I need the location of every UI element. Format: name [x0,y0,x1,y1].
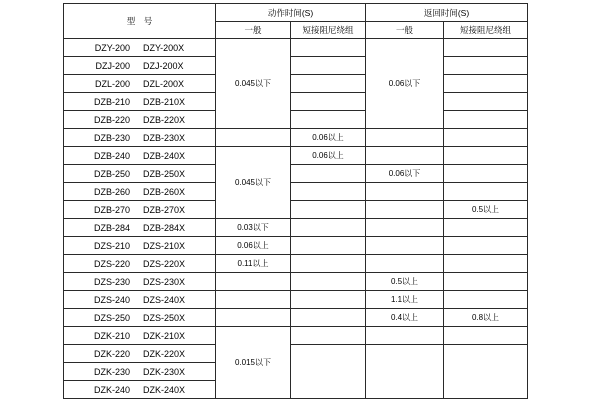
value-cell-act-damped [291,183,366,201]
value-cell-ret-general: 0.4以上 [366,309,444,327]
value-cell-ret-general [366,201,444,219]
model-name: DZB-230 [93,132,130,143]
value-cell-ret-damped [444,111,528,129]
model-cell [64,381,216,399]
value-cell-ret-damped [444,327,528,345]
value-cell-ret-damped [444,345,528,399]
model-cell [64,309,216,327]
table-row [64,165,528,183]
value-cell-act-damped [291,93,366,111]
value-cell-act-damped: 0.06以上 [291,129,366,147]
value-cell-act-general: 0.015以下 [216,327,291,399]
model-cell [64,129,216,147]
value-cell-act-general [216,273,291,291]
value-cell-ret-damped [444,147,528,165]
value-cell-ret-damped [444,273,528,291]
table-row [64,201,528,219]
table-row [64,111,528,129]
model-name: DZB-260 [93,186,130,197]
value-cell-act-damped [291,219,366,237]
value-cell-act-damped [291,345,366,399]
model-name: DZB-240 [93,150,130,161]
header-return-general: 一般 [366,22,444,39]
model-name: DZB-210X [142,96,186,107]
table-row [64,327,528,345]
table-row [64,57,528,75]
model-name: DZB-230X [142,132,186,143]
model-name: DZS-210 [93,240,130,251]
table-row [64,237,528,255]
value-cell-ret-damped [444,39,528,57]
model-name: DZK-220 [93,348,130,359]
value-cell-ret-general: 0.5以上 [366,273,444,291]
model-name: DZY-200 [94,42,130,53]
header-action-time: 动作时间(S) [216,4,366,22]
model-cell [64,165,216,183]
model-cell [64,111,216,129]
table-row [64,345,528,363]
model-cell [64,39,216,57]
model-cell [64,147,216,165]
table-row [64,39,528,57]
value-cell-ret-general [366,255,444,273]
model-name: DZL-200 [94,78,130,89]
header-row-groups [64,4,528,22]
value-cell-act-general [216,309,291,327]
value-cell-ret-damped [444,183,528,201]
model-name: DZS-220 [93,258,130,269]
model-name: DZB-250 [93,168,130,179]
value-cell-act-damped [291,309,366,327]
model-name: DZK-210X [142,330,186,341]
value-cell-ret-general [366,183,444,201]
value-cell-act-damped [291,237,366,255]
model-name: DZS-250X [142,312,186,323]
model-name: DZK-220X [142,348,186,359]
model-cell [64,57,216,75]
model-name: DZB-250X [142,168,186,179]
model-name: DZL-200X [142,78,185,89]
model-cell [64,93,216,111]
header-return-time: 返回时间(S) [366,4,528,22]
table-header [64,4,528,39]
model-name: DZS-250 [93,312,130,323]
model-name: DZS-240X [142,294,186,305]
value-cell-ret-general [366,345,444,399]
model-name: DZB-240X [142,150,186,161]
value-cell-act-damped: 0.06以上 [291,147,366,165]
table-row [64,291,528,309]
table-row [64,147,528,165]
value-cell-act-general [216,291,291,309]
value-cell-act-damped [291,291,366,309]
value-cell-ret-damped [444,165,528,183]
model-cell [64,183,216,201]
model-name: DZK-240X [142,384,186,395]
model-cell [64,255,216,273]
model-cell [64,75,216,93]
value-cell-ret-general: 0.06以下 [366,39,444,129]
model-name: DZB-284 [93,222,130,233]
model-name: DZS-230X [142,276,186,287]
value-cell-act-damped [291,111,366,129]
value-cell-ret-damped [444,129,528,147]
table-row [64,273,528,291]
value-cell-ret-damped [444,255,528,273]
value-cell-act-damped [291,201,366,219]
value-cell-act-general: 0.045以下 [216,39,291,129]
model-name: DZK-240 [93,384,130,395]
value-cell-act-general: 0.06以上 [216,237,291,255]
value-cell-ret-general [366,219,444,237]
value-cell-ret-damped [444,237,528,255]
value-cell-ret-damped [444,219,528,237]
table-row [64,183,528,201]
model-cell [64,363,216,381]
model-cell [64,201,216,219]
value-cell-ret-damped [444,75,528,93]
model-name: DZJ-200 [95,60,130,71]
model-name: DZB-270 [93,204,130,215]
value-cell-act-damped [291,165,366,183]
value-cell-act-damped [291,75,366,93]
value-cell-act-damped [291,273,366,291]
value-cell-ret-general: 1.1以上 [366,291,444,309]
value-cell-act-damped [291,57,366,75]
value-cell-act-general [216,129,291,147]
model-cell [64,273,216,291]
value-cell-ret-damped: 0.5以上 [444,201,528,219]
model-name: DZS-220X [142,258,186,269]
table-row [64,129,528,147]
header-return-damped-winding: 短接阻尼绕组 [444,22,528,39]
value-cell-ret-general: 0.06以下 [366,165,444,183]
value-cell-ret-general [366,237,444,255]
value-cell-ret-damped [444,291,528,309]
value-cell-ret-general [366,129,444,147]
value-cell-act-general: 0.11以上 [216,255,291,273]
value-cell-act-general: 0.045以下 [216,147,291,219]
model-cell [64,219,216,237]
model-cell [64,291,216,309]
value-cell-act-damped [291,327,366,345]
table-row [64,255,528,273]
model-name: DZB-284X [142,222,186,233]
model-name: DZB-210 [93,96,130,107]
header-action-damped-winding: 短接阻尼绕组 [291,22,366,39]
model-name: DZY-200X [142,42,185,53]
value-cell-ret-damped: 0.8以上 [444,309,528,327]
model-name: DZS-240 [93,294,130,305]
model-name: DZB-270X [142,204,186,215]
value-cell-act-damped [291,39,366,57]
model-name: DZK-230X [142,366,186,377]
table-row [64,93,528,111]
header-model: 型 号 [64,4,216,39]
table-row [64,309,528,327]
spec-table [63,3,528,399]
value-cell-ret-damped [444,93,528,111]
model-name: DZK-210 [93,330,130,341]
model-cell [64,327,216,345]
model-name: DZJ-200X [143,60,184,71]
value-cell-ret-damped [444,57,528,75]
model-name: DZB-220 [93,114,130,125]
table-row [64,219,528,237]
value-cell-ret-general [366,147,444,165]
model-name: DZK-230 [93,366,130,377]
value-cell-act-general: 0.03以下 [216,219,291,237]
model-name: DZS-230 [93,276,130,287]
model-name: DZB-220X [142,114,186,125]
spec-sheet [63,3,528,399]
value-cell-act-damped [291,255,366,273]
header-action-general: 一般 [216,22,291,39]
model-cell [64,237,216,255]
value-cell-ret-general [366,327,444,345]
table-row [64,75,528,93]
model-name: DZS-210X [142,240,186,251]
model-cell [64,345,216,363]
table-body [64,39,528,399]
model-name: DZB-260X [142,186,186,197]
